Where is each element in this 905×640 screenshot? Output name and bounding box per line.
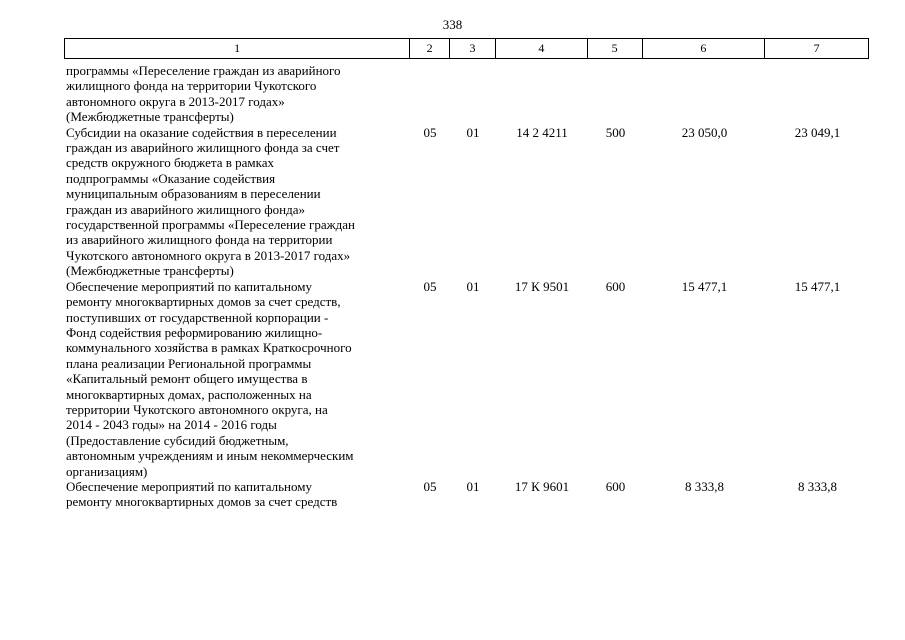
row-amount-planned: 23 050,0 [681,124,728,140]
row-description: Обеспечение мероприятий по капитальному ремонту многоквартирных домов за счет средств, поступивших от государственной корпорации - Фонд содействия реформированию жилищно- коммунального хозяйства в рамках Краткосрочного плана реализации Региональной программы «Капитальный ремонт общего имущества в многоквартирных домах, расположенных на территории Чукотского автономного округа, на 2014 - 2043 годы» на 2014 - 2016 годы (Предоставление субсидий бюджетным, автономным учреждениям и иным некоммерческим организациям) [66,278,354,479]
table-row [64,125,869,279]
row-subsection: 01 [466,278,480,294]
header-col-1: 1 [65,39,410,58]
row-description: Обеспечение мероприятий по капитальному ремонту многоквартирных домов за счет средств [66,478,338,510]
row-section: 05 [423,478,437,494]
page-number: 338 [442,17,463,32]
header-col-5: 5 [588,39,643,58]
table-row [64,63,869,125]
row-description: Субсидии на оказание содействия в переселении граждан из аварийного жилищного фонда за счет средств окружного бюджета в рамках подпрограммы «Оказание содействия муниципальным образованиям в переселении граждан из аварийного жилищного фонда» государственной программы «Переселение граждан из аварийного жилищного фонда на территории Чукотского автономного округа в 2013-2017 годах» (Межбюджетные трансферты) [66,124,355,279]
table-header [64,38,869,59]
row-description: программы «Переселение граждан из аварийного жилищного фонда на территории Чукотского автономного округа в 2013-2017 годах» (Межбюджетные трансферты) [66,63,341,125]
header-col-6: 6 [643,39,766,58]
header-col-3: 3 [450,39,496,58]
row-amount-executed: 8 333,8 [798,478,837,494]
row-expense-type: 500 [605,124,626,140]
row-amount-planned: 8 333,8 [685,478,724,494]
row-amount-executed: 15 477,1 [794,278,841,294]
row-amount-planned: 15 477,1 [681,278,728,294]
row-section: 05 [423,124,437,140]
row-expense-type: 600 [605,278,626,294]
row-target-article: 14 2 4211 [516,124,568,140]
table-row [64,279,869,479]
table-body [64,63,869,510]
row-subsection: 01 [466,478,480,494]
table-row [64,479,869,510]
row-target-article: 17 К 9501 [514,278,570,294]
row-amount-executed: 23 049,1 [794,124,841,140]
row-target-article: 17 К 9601 [514,478,570,494]
header-col-2: 2 [410,39,450,58]
row-expense-type: 600 [605,478,626,494]
header-col-4: 4 [496,39,588,58]
row-subsection: 01 [466,124,480,140]
header-col-7: 7 [813,41,820,55]
row-section: 05 [423,278,437,294]
